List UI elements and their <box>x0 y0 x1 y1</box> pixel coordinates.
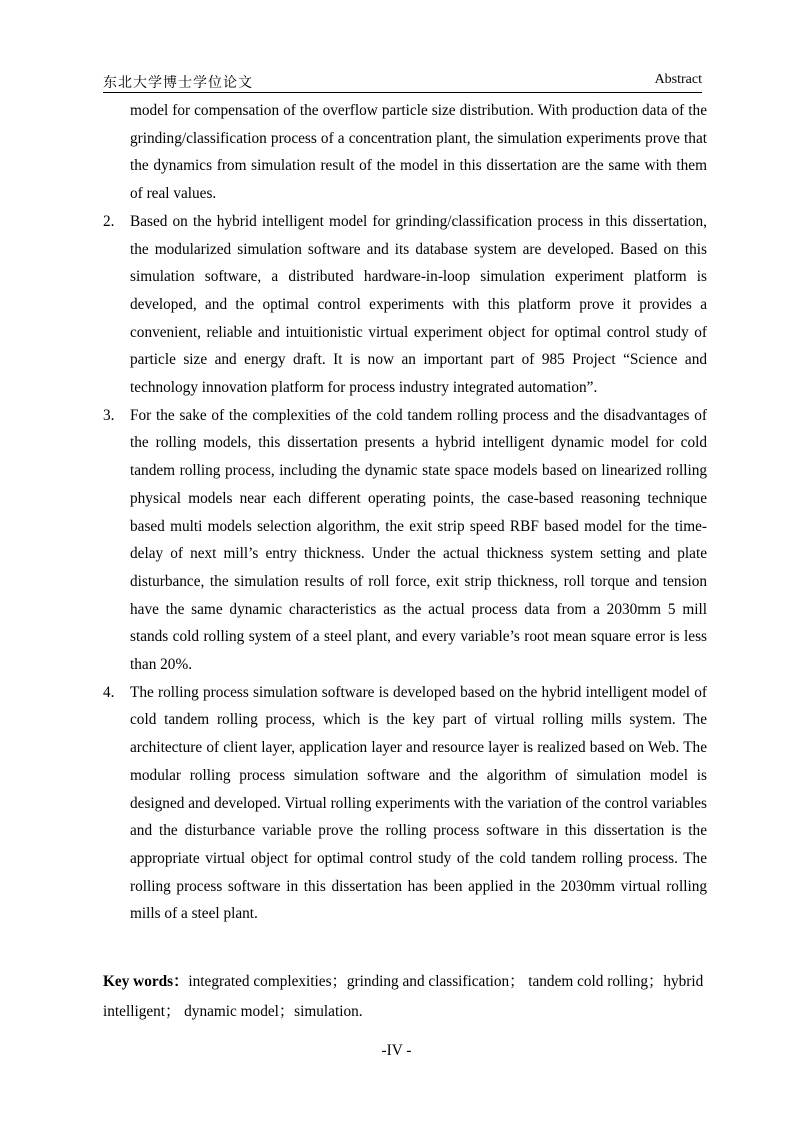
keywords-section <box>103 967 707 1027</box>
abstract-body <box>103 97 707 928</box>
page-header <box>103 70 702 93</box>
continued-item-text: model for compensation of the overflow particle size distribution. With production data of the grinding/classification process of a concentration plant, the simulation experiments prove that the dynamics from simulation result of the model in this dissertation are the same with them of real values. <box>130 102 707 203</box>
list-item <box>103 402 707 679</box>
list-item-number: 3. <box>103 406 115 424</box>
header-section-title: Abstract <box>654 72 702 87</box>
keywords-label: Key words： <box>103 973 189 990</box>
continued-item <box>103 97 707 208</box>
page-number: -IV - <box>381 1042 412 1059</box>
list-item-number: 4. <box>103 683 115 701</box>
header-thesis-title: 东北大学博士学位论文 <box>103 75 253 91</box>
list-item <box>103 679 707 928</box>
list-item-number: 2. <box>103 212 115 230</box>
list-item <box>103 208 707 402</box>
list-item-text: Based on the hybrid intelligent model for grinding/classification process in this dissertation, the modularized simulation software and its database system are developed. Based on this simulation software, a distributed hardware-in-loop simulation experiment platform is developed, and the optimal control experiments with this platform prove it provides a convenient, reliable and intuitionistic virtual experiment object for optimal control study of particle size and energy draft. It is now an important part of 985 Project “Science and technology innovation platform for process industry integrated automation”. <box>130 212 707 397</box>
list-item-text: For the sake of the complexities of the cold tandem rolling process and the disadvantages of the rolling models, this dissertation presents a hybrid intelligent dynamic model for cold tandem rolling process, including the dynamic state space models based on linearized rolling physical models near each different operating points, the case-based reasoning technique based multi models selection algorithm, the exit strip speed RBF based model for the time-delay of next mill’s entry thickness. Under the actual thickness system setting and plate disturbance, the simulation results of roll force, exit strip thickness, roll torque and tension have the same dynamic characteristics as the actual process data from a 2030mm 5 mill stands cold rolling system of a steel plant, and every variable’s root mean square error is less than 20%. <box>130 406 707 674</box>
keywords-text: integrated complexities；grinding and classification； tandem cold rolling；hybrid intelligent； dynamic model；simulation. <box>103 973 704 1020</box>
list-item-text: The rolling process simulation software is developed based on the hybrid intelligent model of cold tandem rolling process, which is the key part of virtual rolling mills system. The architecture of client layer, application layer and resource layer is realized based on Web. The modular rolling process simulation software and the algorithm of simulation model is designed and developed. Virtual rolling experiments with the variation of the control variables and the disturbance variable prove the rolling process software in this dissertation is the appropriate virtual object for optimal control study of the cold tandem rolling process. The rolling process software in this dissertation has been applied in the 2030mm virtual rolling mills of a steel plant. <box>130 683 707 923</box>
